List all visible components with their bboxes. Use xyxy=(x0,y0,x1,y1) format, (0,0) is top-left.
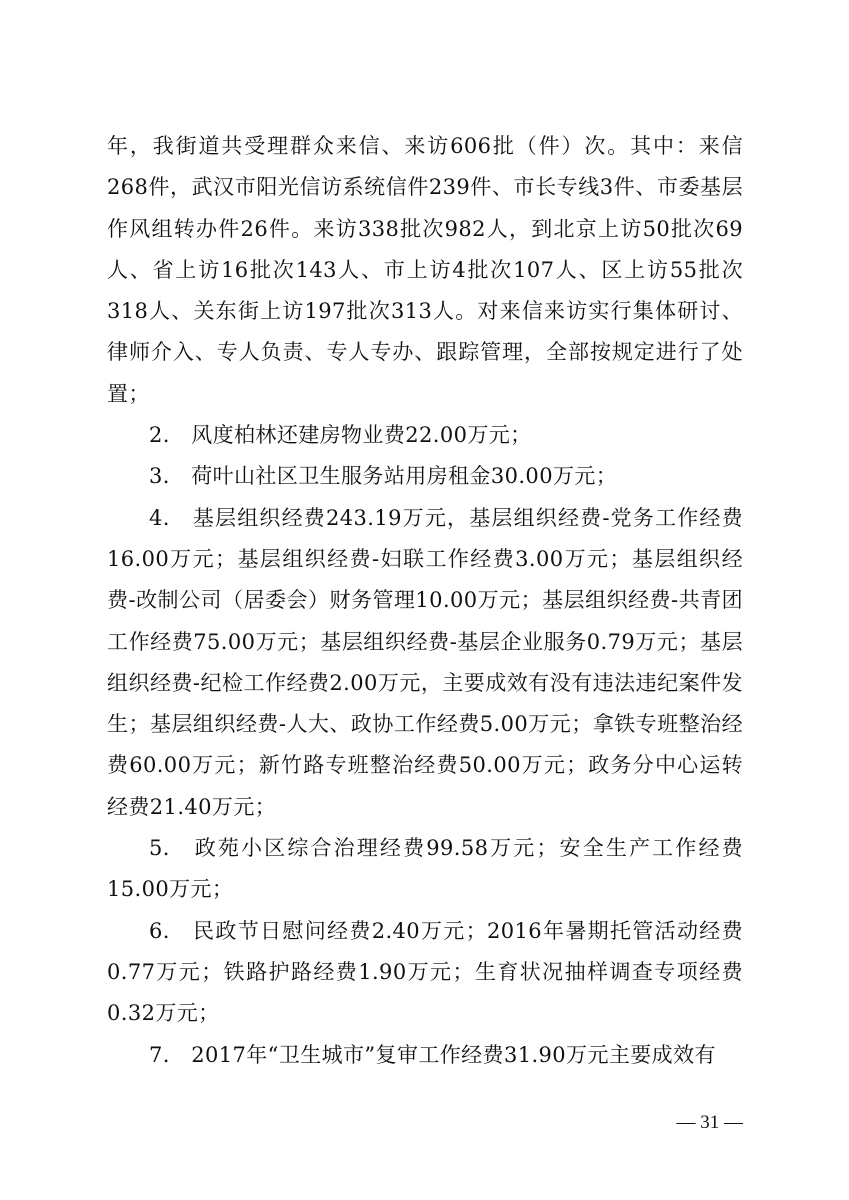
body-text xyxy=(107,126,743,1076)
paragraph-item-4: 4. 基层组织经费243.19万元，基层组织经费-党务工作经费16.00万元；基层组织经费-妇联工作经费3.00万元；基层组织经费-改制公司（居委会）财务管理10.00万元；基层组织经费-共青团工作经费75.00万元；基层组织经费-基层企业服务0.79万元；基层组织经费-纪检工作经费2.00万元，主要成效有没有违法违纪案件发生；基层组织经费-人大、政协工作经费5.00万元；拿铁专班整治经费60.00万元；新竹路专班整治经费50.00万元；政务分中心运转经费21.40万元； xyxy=(107,505,743,819)
paragraph-item-3: 3. 荷叶山社区卫生服务站用房租金30.00万元； xyxy=(149,464,618,489)
paragraph-item-7: 7. 2017年“卫生城市”复审工作经费31.90万元主要成效有 xyxy=(149,1042,716,1067)
paragraph-continued: 年，我街道共受理群众来信、来访606批（件）次。其中：来信268件，武汉市阳光信访系统信件239件、市长专线3件、市委基层作风组转办件26件。来访338批次982人，到北京上访50批次69人、省上访16批次143人、市上访4批次107人、区上访55批次318人、关东街上访197批次313人。对来信来访实行集体研讨、律师介入、专人负责、专人专办、跟踪管理，全部按规定进行了处置； xyxy=(107,134,743,406)
paragraph-item-6: 6. 民政节日慰问经费2.40万元；2016年暑期托管活动经费0.77万元；铁路护路经费1.90万元；生育状况抽样调查专项经费0.32万元； xyxy=(107,918,743,1026)
paragraph-item-5: 5. 政苑小区综合治理经费99.58万元；安全生产工作经费15.00万元； xyxy=(107,836,743,902)
paragraph-item-2: 2. 风度柏林还建房物业费22.00万元； xyxy=(149,423,532,448)
page-number: — 31 — xyxy=(676,1112,743,1133)
